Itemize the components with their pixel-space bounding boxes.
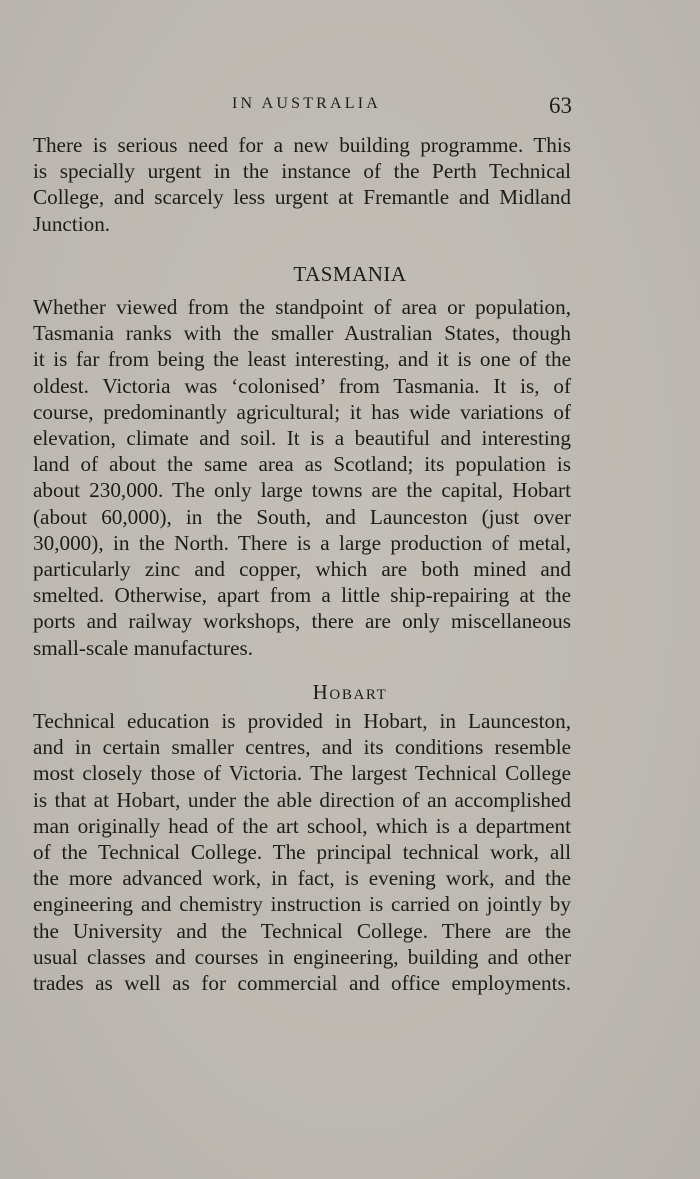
text-line: elevation, climate and soil. It is a beautiful and interesting (33, 426, 571, 451)
section-heading-hobart: Hobart (312, 680, 388, 704)
text-line: smelted. Otherwise, apart from a little ship-repairing at the (33, 583, 571, 608)
text-line: usual classes and courses in engineering, building and other (33, 944, 571, 969)
text-line: the University and the Technical College. There are the (33, 918, 571, 943)
text-line: oldest. Victoria was ‘colonised’ from Tasmania. It is, of (33, 373, 571, 398)
text-line: engineering and chemistry instruction is carried on jointly by (33, 892, 571, 917)
text-line: is that at Hobart, under the able direction of an accomplished (33, 787, 571, 812)
running-title: IN AUSTRALIA (232, 95, 382, 112)
text-line: small-scale manufactures. (33, 635, 254, 660)
text-line: of the Technical College. The principal technical work, all (33, 840, 571, 865)
text-line: land of about the same area as Scotland; its population is (33, 452, 571, 477)
text-line: ports and railway workshops, there are only miscellaneous (33, 609, 571, 634)
running-head (0, 93, 700, 123)
text-line: Junction. (33, 211, 111, 236)
text-line: There is serious need for a new building programme. This (33, 133, 571, 157)
text-line: it is far from being the least interesting, and it is one of the (33, 347, 571, 372)
text-line: College, and scarcely less urgent at Fremantle and Midland (33, 185, 571, 210)
paragraph-text (33, 294, 571, 661)
text-line: Technical education is provided in Hobart, in Launceston, (33, 709, 571, 733)
text-line: man originally head of the art school, which is a department (33, 813, 571, 838)
text-line: about 230,000. The only large towns are the capital, Hobart (33, 478, 571, 503)
text-line: and in certain smaller centres, and its conditions resemble (33, 735, 571, 760)
page-number: 63 (549, 93, 572, 118)
paragraph-text (33, 708, 571, 996)
paragraph-hobart (33, 708, 571, 996)
text-line: particularly zinc and copper, which are both mined and (33, 557, 571, 582)
paragraph-tasmania (33, 294, 571, 661)
text-line: trades as well as for commercial and office employments. (33, 971, 571, 996)
text-line: Tasmania ranks with the smaller Australian States, though (33, 321, 571, 346)
section-heading-tasmania: TASMANIA (293, 262, 407, 286)
text-line: 30,000), in the North. There is a large production of metal, (33, 530, 571, 555)
text-line: the more advanced work, in fact, is evening work, and the (33, 866, 571, 891)
text-line: most closely those of Victoria. The largest Technical College (33, 761, 571, 786)
paragraph-building-programme (33, 132, 571, 237)
text-line: (about 60,000), in the South, and Launceston (just over (33, 504, 571, 529)
text-line: Whether viewed from the standpoint of area or population, (33, 295, 571, 319)
text-line: is specially urgent in the instance of the Perth Technical (33, 159, 571, 184)
text-line: course, predominantly agricultural; it has wide variations of (33, 399, 571, 424)
paragraph-text (33, 132, 571, 237)
